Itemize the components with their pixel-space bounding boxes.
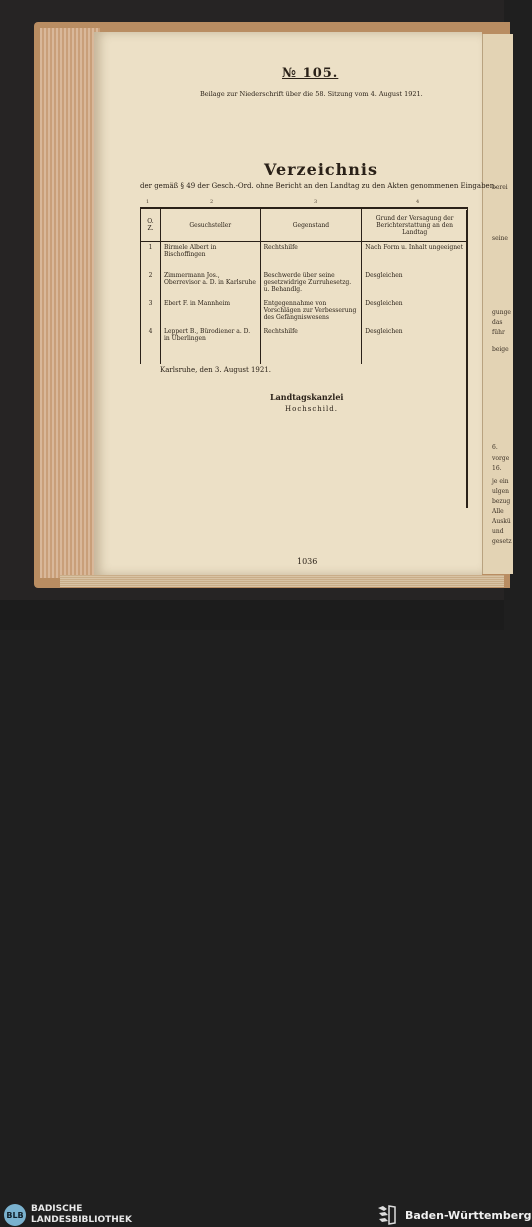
adjacent-text: je ein: [492, 478, 509, 485]
row-reason: Desgleichen: [362, 298, 468, 326]
table-header-row: [141, 208, 468, 242]
scan-viewport: [0, 0, 512, 600]
header-subject: Gegenstand: [260, 208, 362, 242]
library-name-line1: BADISCHE: [31, 1204, 83, 1214]
state-name[interactable]: Baden-Württemberg: [405, 1209, 532, 1222]
footer-bar: [0, 600, 532, 1225]
page-edges: [40, 28, 100, 578]
document-title: Verzeichnis: [264, 160, 378, 179]
column-number: 4: [416, 199, 420, 205]
adjacent-text: und: [492, 528, 504, 535]
row-subject: Beschwerde über seine gesetzwidrige Zurruhesetzg. u. Behandlg.: [260, 270, 362, 298]
row-no: 2: [141, 270, 161, 298]
row-reason: Desgleichen: [362, 326, 468, 364]
header-reason: Grund der Versagung der Berichterstattung an den Landtag: [362, 208, 468, 242]
adjacent-page: [482, 34, 513, 574]
page-bottom-edges: [60, 575, 504, 587]
adjacent-text: Auskü: [492, 518, 511, 525]
row-petitioner: Leppert B., Bürodiener a. D. in Überlingen: [160, 326, 260, 364]
coat-of-arms-icon: [375, 1203, 399, 1227]
adjacent-text: beige: [492, 346, 509, 353]
row-petitioner: Ebert F. in Mannheim: [160, 298, 260, 326]
row-subject: Rechtshilfe: [260, 326, 362, 364]
column-number: 2: [210, 199, 214, 205]
adjacent-text: bezug: [492, 498, 511, 505]
document-subtitle: Beilage zur Niederschrift über die 58. Sitzung vom 4. August 1921.: [200, 90, 423, 98]
adjacent-text: seine: [492, 235, 508, 242]
row-petitioner: Birmele Albert in Bischoffingen: [160, 242, 260, 271]
adjacent-text: das: [492, 319, 503, 326]
adjacent-text: 16.: [492, 465, 502, 472]
table-row: [141, 326, 468, 364]
library-name[interactable]: [31, 1204, 132, 1226]
table-row: [141, 298, 468, 326]
blb-logo-icon[interactable]: BLB: [4, 1204, 26, 1226]
right-margin-rule: [466, 210, 468, 508]
library-name-line2: LANDESBIBLIOTHEK: [31, 1215, 132, 1225]
row-reason: Nach Form u. Inhalt ungeeignet: [362, 242, 468, 271]
adjacent-text: gesetz: [492, 538, 512, 545]
adjacent-text: führ: [492, 329, 505, 336]
row-subject: Entgegennahme von Vorschlägen zur Verbesserung des Gefängniswesens: [260, 298, 362, 326]
row-subject: Rechtshilfe: [260, 242, 362, 271]
document-number: № 105.: [282, 66, 339, 81]
adjacent-text: 6.: [492, 444, 498, 451]
table-row: [141, 270, 468, 298]
header-no: O. Z.: [141, 208, 161, 242]
adjacent-text: vorge: [492, 455, 510, 462]
row-reason: Desgleichen: [362, 270, 468, 298]
table-row: [141, 242, 468, 271]
row-no: 4: [141, 326, 161, 364]
adjacent-text: Alle: [492, 508, 504, 515]
column-number: 3: [314, 199, 318, 205]
row-no: 1: [141, 242, 161, 271]
signer-name: Hochschild.: [285, 405, 338, 413]
column-numbers: [140, 199, 468, 205]
row-no: 3: [141, 298, 161, 326]
adjacent-text: berei: [492, 184, 508, 191]
page-number: 1036: [297, 557, 318, 566]
column-number: 1: [146, 199, 150, 205]
header-petitioner: Gesuchsteller: [160, 208, 260, 242]
adjacent-text: ulgen: [492, 488, 510, 495]
row-petitioner: Zimmermann Jos., Oberrevisor a. D. in Karlsruhe: [160, 270, 260, 298]
document-intro: der gemäß § 49 der Gesch.-Ord. ohne Bericht an den Landtag zu den Akten genommenen Eingaben.: [140, 182, 497, 190]
adjacent-text: gunge: [492, 309, 511, 316]
date-line: Karlsruhe, den 3. August 1921.: [160, 366, 272, 374]
office-name: Landtagskanzlei: [270, 392, 344, 402]
petitions-table: [140, 207, 468, 364]
